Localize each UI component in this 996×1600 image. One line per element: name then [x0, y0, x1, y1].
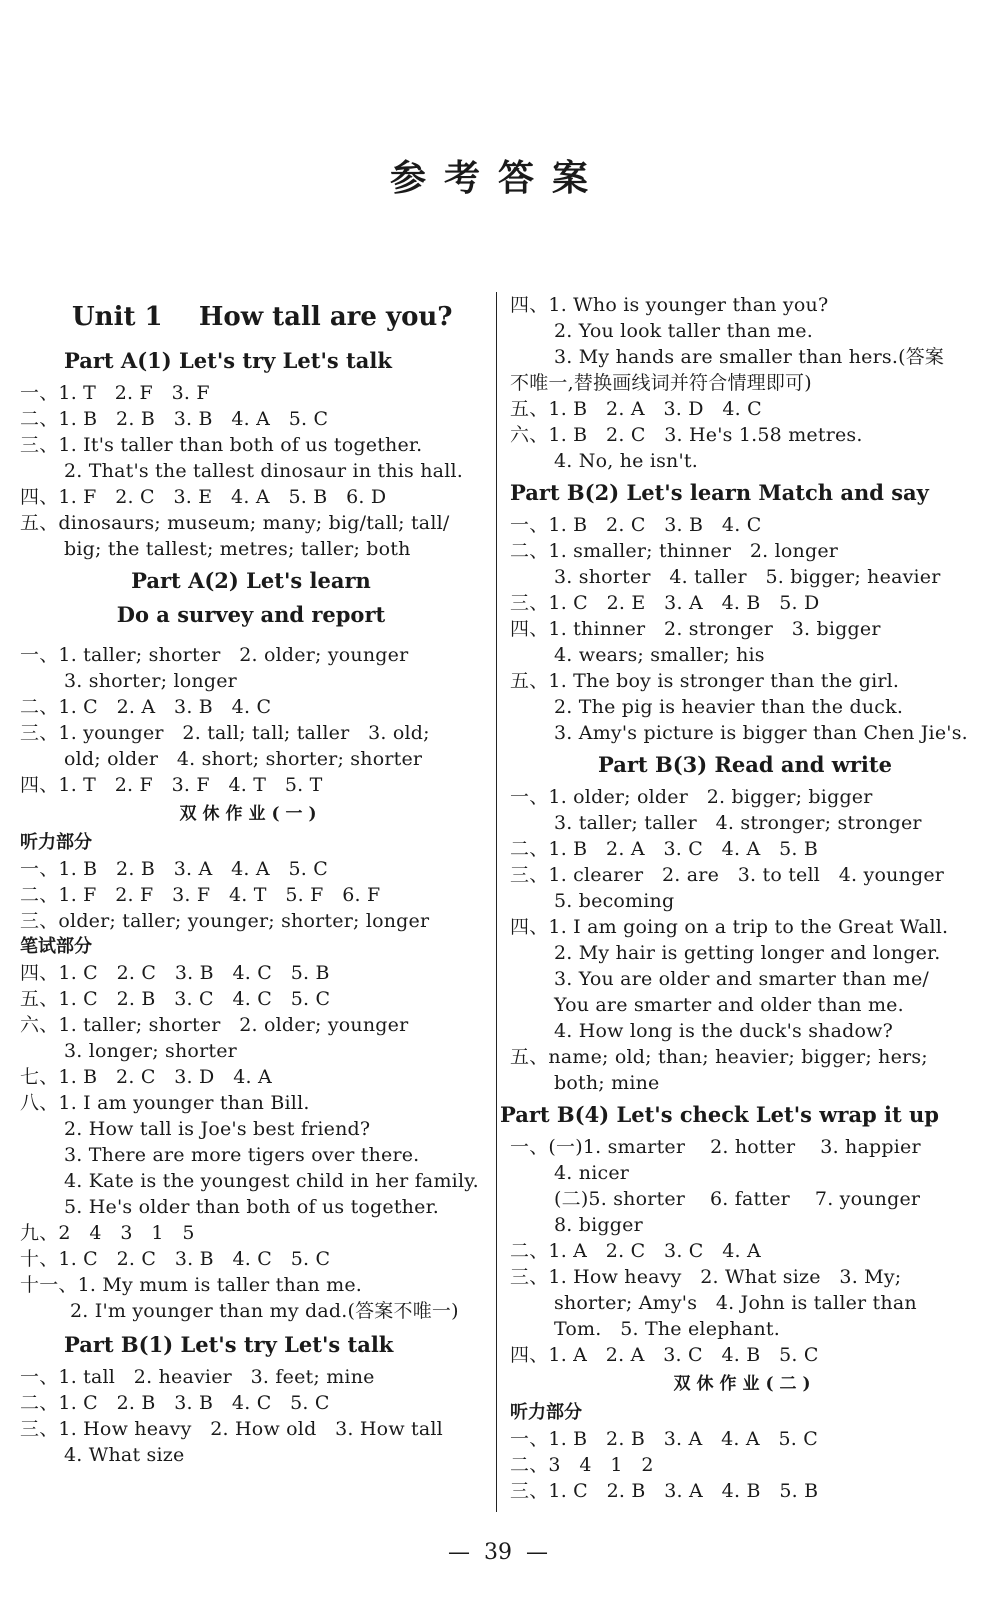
listening-part-label: 听力部分	[510, 1402, 582, 1423]
page-title: 参考答案	[389, 157, 606, 199]
section-heading-b1: Part B(1) Let's try Let's talk	[64, 1332, 394, 1357]
answer-line: 九、2 4 3 1 5	[20, 1222, 195, 1244]
answer-line: 3. shorter; longer	[64, 670, 237, 692]
answer-line: (二)5. shorter 6. fatter 7. younger	[554, 1188, 921, 1210]
answer-line: 四、1. F 2. C 3. E 4. A 5. B 6. D	[20, 486, 387, 508]
answer-line: 5. becoming	[554, 890, 675, 912]
answer-line: 4. What size	[64, 1444, 185, 1466]
answer-line: 二、1. C 2. B 3. B 4. C 5. C	[20, 1392, 330, 1414]
written-part-label: 笔试部分	[20, 936, 92, 957]
answer-line: Tom. 5. The elephant.	[554, 1318, 780, 1340]
answer-line: You are smarter and older than me.	[554, 994, 904, 1016]
answer-line: both; mine	[554, 1072, 660, 1094]
answer-line: 8. bigger	[554, 1214, 643, 1236]
answer-line: 3. taller; taller 4. stronger; stronger	[554, 812, 922, 834]
answer-line: 2. That's the tallest dinosaur in this hall.	[64, 460, 463, 482]
answer-line: 三、older; taller; younger; shorter; longer	[20, 910, 430, 932]
answer-line: 一、1. B 2. B 3. A 4. A 5. C	[510, 1428, 819, 1450]
column-divider	[496, 292, 497, 1512]
answer-line: 不唯一,替换画线词并符合情理即可)	[510, 372, 812, 394]
answer-line: 十一、1. My mum is taller than me.	[20, 1274, 363, 1296]
left-column	[20, 292, 482, 1468]
answer-line: 四、1. T 2. F 3. F 4. T 5. T	[20, 774, 323, 796]
page-number: — 39 —	[448, 1540, 548, 1565]
answer-line: 3. There are more tigers over there.	[64, 1144, 420, 1166]
answer-line: 4. nicer	[554, 1162, 630, 1184]
answer-line: 四、1. Who is younger than you?	[510, 294, 829, 316]
answer-line: 三、1. C 2. B 3. A 4. B 5. B	[510, 1480, 819, 1502]
answer-line: 一、1. older; older 2. bigger; bigger	[510, 786, 873, 808]
answer-line: 2. The pig is heavier than the duck.	[554, 696, 904, 718]
answer-line: 4. Kate is the youngest child in her family.	[64, 1170, 479, 1192]
answer-line: 四、1. A 2. A 3. C 4. B 5. C	[510, 1344, 819, 1366]
answer-line: 四、1. C 2. C 3. B 4. C 5. B	[20, 962, 330, 984]
answer-line: 三、1. younger 2. tall; tall; taller 3. old;	[20, 722, 430, 744]
listening-part-label: 听力部分	[20, 832, 92, 853]
answer-line: 4. How long is the duck's shadow?	[554, 1020, 893, 1042]
answer-line: 2. My hair is getting longer and longer.	[554, 942, 941, 964]
unit-title: Unit 1 How tall are you?	[72, 302, 453, 332]
answer-line: 三、1. How heavy 2. How old 3. How tall	[20, 1418, 443, 1440]
answer-line: 五、1. C 2. B 3. C 4. C 5. C	[20, 988, 331, 1010]
answer-line: shorter; Amy's 4. John is taller than	[554, 1292, 917, 1314]
answer-line: 五、1. The boy is stronger than the girl.	[510, 670, 900, 692]
answer-line: 十、1. C 2. C 3. B 4. C 5. C	[20, 1248, 331, 1270]
answer-line: 一、1. T 2. F 3. F	[20, 382, 210, 404]
section-heading-a2: Part A(2) Let's learn	[131, 568, 371, 593]
answer-line: 一、1. tall 2. heavier 3. feet; mine	[20, 1366, 375, 1388]
answer-line: 二、3 4 1 2	[510, 1454, 654, 1476]
answer-line: 二、1. smaller; thinner 2. longer	[510, 540, 839, 562]
answer-line: 四、1. thinner 2. stronger 3. bigger	[510, 618, 881, 640]
answer-line: 一、1. B 2. B 3. A 4. A 5. C	[20, 858, 329, 880]
answer-line: 六、1. B 2. C 3. He's 1.58 metres.	[510, 424, 863, 446]
answer-line: 二、1. B 2. A 3. C 4. A 5. B	[510, 838, 819, 860]
answer-line: 一、(一)1. smarter 2. hotter 3. happier	[510, 1136, 921, 1158]
right-column	[500, 292, 980, 1504]
answer-line: 二、1. C 2. A 3. B 4. C	[20, 696, 272, 718]
answer-line: 三、1. It's taller than both of us together.	[20, 434, 423, 456]
answer-line: 一、1. taller; shorter 2. older; younger	[20, 644, 409, 666]
answer-line: 3. Amy's picture is bigger than Chen Jie's.	[554, 722, 968, 744]
section-heading-b2: Part B(2) Let's learn Match and say	[510, 480, 929, 505]
section-heading-b3: Part B(3) Read and write	[598, 752, 892, 777]
homework-heading-1: 双休作业(一)	[179, 804, 323, 824]
answer-line: 4. wears; smaller; his	[554, 644, 765, 666]
answer-line: 3. You are older and smarter than me/	[554, 968, 929, 990]
answer-line: 五、1. B 2. A 3. D 4. C	[510, 398, 762, 420]
answer-line: 五、dinosaurs; museum; many; big/tall; tall/	[20, 512, 450, 534]
answer-line: 2. How tall is Joe's best friend?	[64, 1118, 371, 1140]
answer-line: 七、1. B 2. C 3. D 4. A	[20, 1066, 272, 1088]
answer-line: 2. You look taller than me.	[554, 320, 813, 342]
section-subheading-a2: Do a survey and report	[116, 602, 386, 627]
answer-line: 四、1. I am going on a trip to the Great Wall.	[510, 916, 949, 938]
answer-line: 八、1. I am younger than Bill.	[20, 1092, 310, 1114]
answer-line: 二、1. F 2. F 3. F 4. T 5. F 6. F	[20, 884, 381, 906]
answer-line: 三、1. C 2. E 3. A 4. B 5. D	[510, 592, 820, 614]
answer-line: 二、1. B 2. B 3. B 4. A 5. C	[20, 408, 329, 430]
answer-line: 3. My hands are smaller than hers.(答案	[554, 346, 945, 368]
answer-line: 六、1. taller; shorter 2. older; younger	[20, 1014, 409, 1036]
homework-heading-2: 双休作业(二)	[673, 1374, 817, 1394]
answer-line: 3. shorter 4. taller 5. bigger; heavier	[554, 566, 941, 588]
answer-line: 五、name; old; than; heavier; bigger; hers;	[510, 1046, 928, 1068]
answer-line: 3. longer; shorter	[64, 1040, 237, 1062]
answer-line: 4. No, he isn't.	[554, 450, 698, 472]
answer-line: 二、1. A 2. C 3. C 4. A	[510, 1240, 761, 1262]
answer-line: 5. He's older than both of us together.	[64, 1196, 439, 1218]
answer-line: 2. I'm younger than my dad.(答案不唯一)	[70, 1300, 459, 1322]
answer-line: 一、1. B 2. C 3. B 4. C	[510, 514, 762, 536]
answer-line: big; the tallest; metres; taller; both	[64, 538, 411, 560]
answer-line: 三、1. How heavy 2. What size 3. My;	[510, 1266, 902, 1288]
section-heading-a1: Part A(1) Let's try Let's talk	[64, 348, 392, 373]
section-heading-b4: Part B(4) Let's check Let's wrap it up	[500, 1102, 939, 1127]
answer-line: 三、1. clearer 2. are 3. to tell 4. younger	[510, 864, 945, 886]
answer-line: old; older 4. short; shorter; shorter	[64, 748, 423, 770]
